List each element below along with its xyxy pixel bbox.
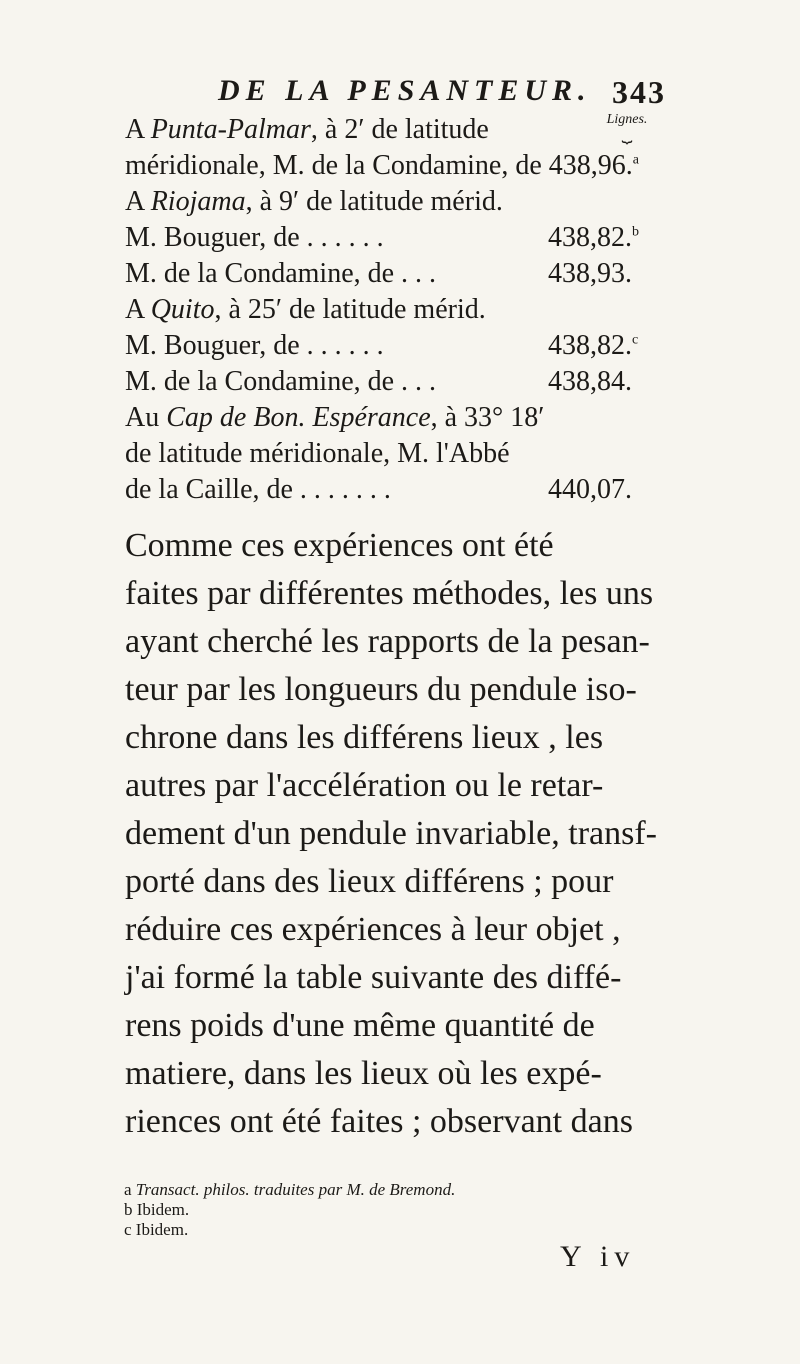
signature-mark: Y iv bbox=[560, 1240, 636, 1273]
entry-note-mark: b bbox=[632, 224, 639, 240]
entry-line bbox=[125, 112, 655, 148]
paragraph-line: ayant cherché les rapports de la pesan- bbox=[125, 623, 650, 660]
entry-value bbox=[548, 256, 632, 292]
entry-value bbox=[548, 472, 632, 508]
paragraph-line: porté dans des lieux différens ; pour bbox=[125, 863, 614, 900]
entry-text: Au bbox=[125, 402, 167, 433]
entry-line bbox=[125, 364, 655, 400]
paragraph-line: riences ont été faites ; observant dans bbox=[125, 1103, 633, 1140]
footnotes bbox=[124, 1180, 455, 1240]
entry-text: M. Bouguer, de . . . . . . bbox=[125, 330, 384, 361]
paragraph-line: rens poids d'une même quantité de bbox=[125, 1007, 595, 1044]
footnote-a bbox=[124, 1180, 455, 1200]
entry-text-rest: , à 33° 18′ bbox=[430, 402, 545, 433]
paragraph-line: j'ai formé la table suivante des diffé- bbox=[125, 959, 622, 996]
margin-label-text: Lignes. bbox=[606, 112, 648, 127]
entry-text: de latitude méridionale, M. l'Abbé bbox=[125, 438, 510, 469]
entry-text-rest: , à 25′ de latitude mérid. bbox=[214, 294, 486, 325]
entry-text: A bbox=[125, 294, 151, 325]
entry-note-mark: c bbox=[632, 332, 639, 348]
entry-line bbox=[125, 472, 655, 508]
footnote-mark: c bbox=[124, 1220, 132, 1239]
entry-line bbox=[125, 184, 655, 220]
entry-line bbox=[125, 436, 655, 472]
entry-text: M. de la Condamine, de . . . bbox=[125, 366, 437, 397]
entry-line bbox=[125, 148, 655, 184]
paragraph-line: dement d'un pendule invariable, transf- bbox=[125, 815, 657, 852]
entry-place: Cap de Bon. Espérance bbox=[166, 402, 431, 433]
entry-place: Quito bbox=[150, 294, 215, 325]
footnote-mark: a bbox=[124, 1180, 132, 1199]
entry-value bbox=[548, 364, 632, 400]
page-number: 343 bbox=[612, 74, 666, 110]
footnote-text: Transact. philos. traduites par M. de Bremond. bbox=[135, 1180, 456, 1199]
paragraph-line: Comme ces expériences ont été bbox=[125, 527, 554, 564]
paragraph-line: teur par les longueurs du pendule iso- bbox=[125, 671, 637, 708]
entry-place: Punta-Palmar bbox=[150, 114, 311, 145]
entry-value-number: 438,84. bbox=[548, 366, 632, 397]
entry-note-mark: a bbox=[632, 152, 639, 168]
entry-text-rest: , à 2′ de latitude bbox=[310, 114, 489, 145]
paragraph-line: autres par l'accélération ou le retar- bbox=[125, 767, 604, 804]
entry-text: M. de la Condamine, de . . . bbox=[125, 258, 437, 289]
entry-value-number: 438,82. bbox=[548, 222, 632, 253]
entry-place: Riojama bbox=[150, 186, 246, 217]
paragraph-line: matiere, dans les lieux où les expé- bbox=[125, 1055, 602, 1092]
footnote-text: Ibidem. bbox=[136, 1200, 190, 1219]
entry-text: de la Caille, de . . . . . . . bbox=[125, 474, 391, 505]
entry-text: A bbox=[125, 114, 151, 145]
entry-line bbox=[125, 400, 655, 436]
brace-mark: ⏟ bbox=[621, 123, 633, 143]
footnote-mark: b bbox=[124, 1200, 133, 1219]
entry-line bbox=[125, 328, 655, 364]
entry-text: M. Bouguer, de . . . . . . bbox=[125, 222, 384, 253]
entry-value-number: 438,93. bbox=[548, 258, 632, 289]
entry-value-number: 440,07. bbox=[548, 474, 632, 505]
running-head-title: DE LA PESANTEUR. bbox=[218, 74, 592, 107]
entry-text: méridionale, M. de la Condamine, de 438,96. bbox=[125, 150, 633, 181]
entry-line bbox=[125, 220, 655, 256]
entry-value bbox=[548, 328, 638, 364]
footnote-c bbox=[124, 1220, 455, 1240]
paragraph-line: chrone dans les différens lieux , les bbox=[125, 719, 604, 756]
paragraph-line: faites par différentes méthodes, les uns bbox=[125, 575, 654, 612]
footnote-text: Ibidem. bbox=[135, 1220, 189, 1239]
entry-line bbox=[125, 256, 655, 292]
entry-value-number: 438,82. bbox=[548, 330, 632, 361]
footnote-b bbox=[124, 1200, 455, 1220]
entry-text: A bbox=[125, 186, 151, 217]
paragraph-line: réduire ces expériences à leur objet , bbox=[125, 911, 621, 948]
entry-text-rest: , à 9′ de latitude mérid. bbox=[245, 186, 503, 217]
entry-line bbox=[125, 292, 655, 328]
entry-value bbox=[548, 220, 639, 256]
